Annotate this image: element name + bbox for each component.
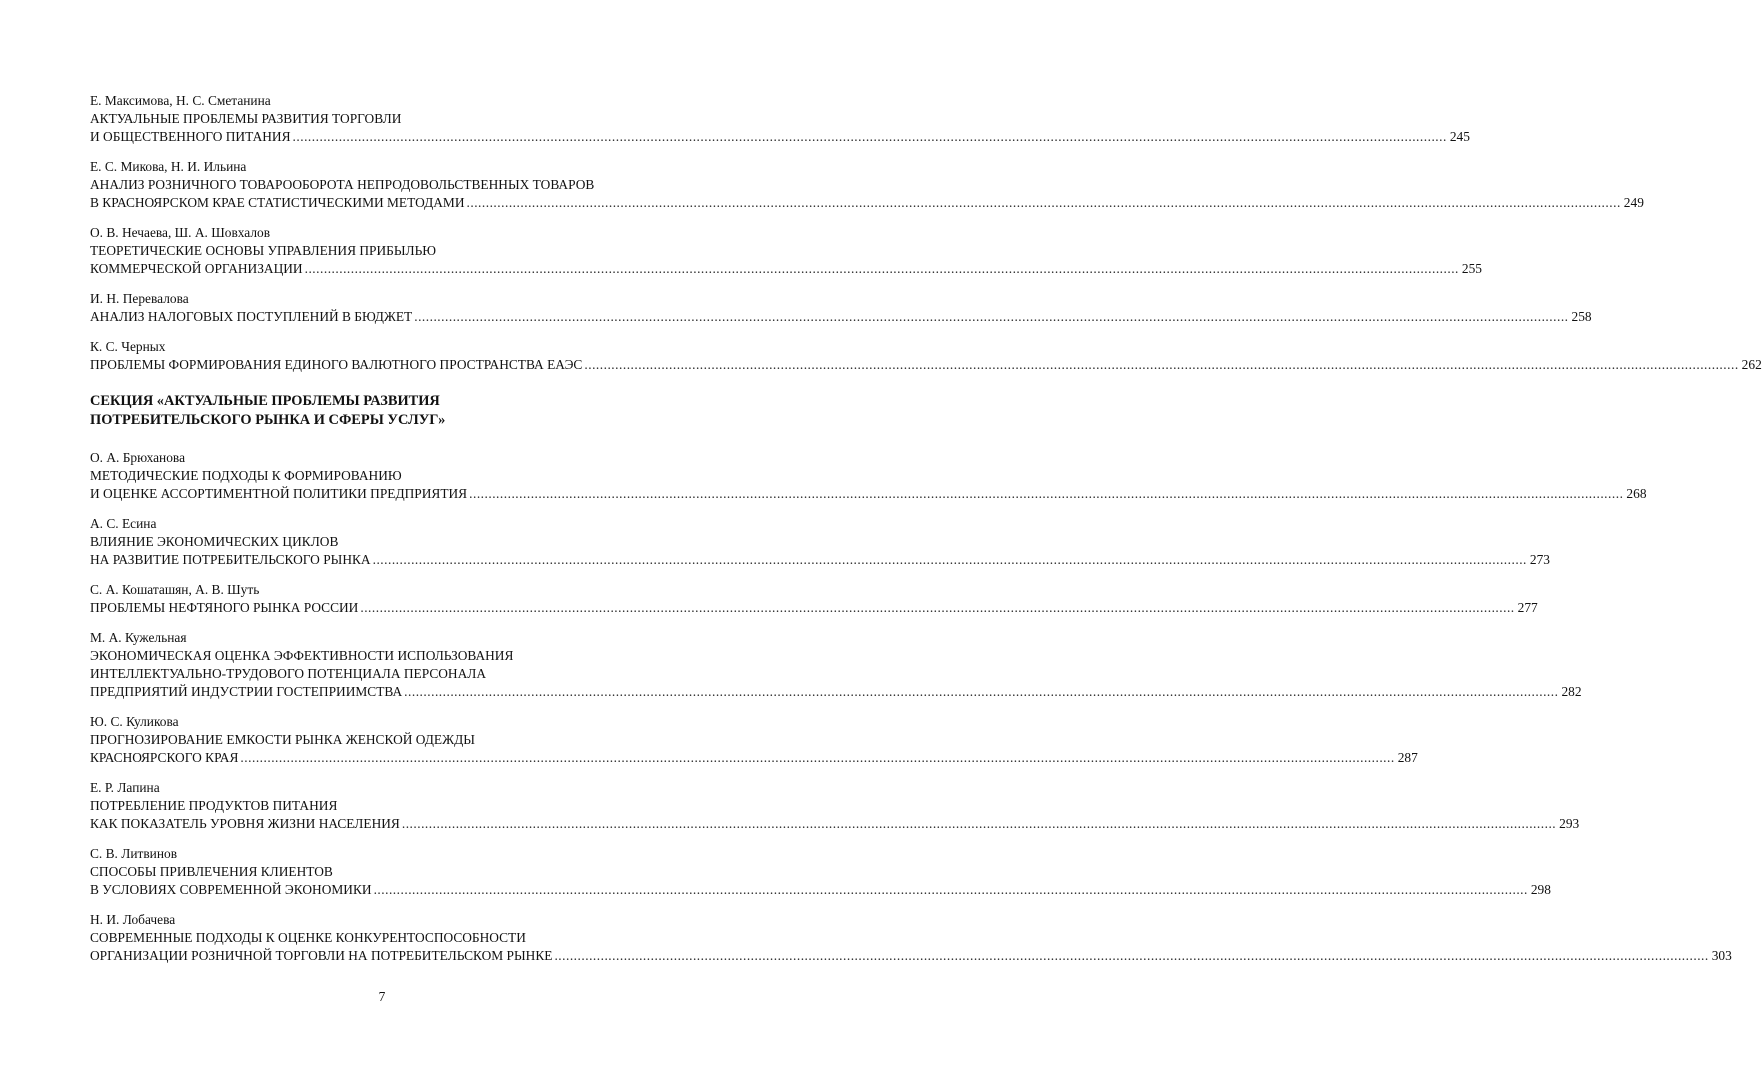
page-number: 7 (378, 989, 386, 1004)
toc-entry-last-line (90, 308, 1592, 326)
toc-entry-author: Ю. С. Куликова (90, 714, 179, 729)
dot-leader: ............................................................................................................................................................................................................................................................................................................ (360, 600, 1515, 615)
toc-entry-page-number: 287 (1397, 750, 1418, 765)
toc-entry-last-line (90, 881, 1551, 899)
toc-entry-page-number: 268 (1626, 486, 1647, 501)
toc-entry (90, 158, 1644, 212)
dot-leader: ............................................................................................................................................................................................................................................................................................................ (466, 195, 1621, 210)
dot-leader: ............................................................................................................................................................................................................................................................................................................ (469, 486, 1624, 501)
toc-entry-page-number: 273 (1529, 552, 1550, 567)
dot-leader: ............................................................................................................................................................................................................................................................................................................ (240, 750, 1395, 765)
toc-entry-author: К. С. Черных (90, 339, 166, 354)
toc-entry (90, 290, 1592, 326)
toc-entry-title-line: ПРОБЛЕМЫ НЕФТЯНОГО РЫНКА РОССИИ (90, 600, 359, 615)
toc-entry-title-line: АНАЛИЗ РОЗНИЧНОГО ТОВАРООБОРОТА НЕПРОДОВОЛЬСТВЕННЫХ ТОВАРОВ (90, 177, 595, 192)
toc-entries-top (90, 92, 1762, 374)
toc-entry-title-line: ПРОБЛЕМЫ ФОРМИРОВАНИЯ ЕДИНОГО ВАЛЮТНОГО ПРОСТРАНСТВА ЕАЭС (90, 357, 583, 372)
toc-entry-author: Е. Р. Лапина (90, 780, 160, 795)
toc-entry-author: Е. Максимова, Н. С. Сметанина (90, 93, 271, 108)
section-heading (90, 392, 672, 430)
toc-entry-page-number: 249 (1623, 195, 1644, 210)
toc-entry (90, 515, 1550, 569)
toc-entry-title-line: ОРГАНИЗАЦИИ РОЗНИЧНОЙ ТОРГОВЛИ НА ПОТРЕБИТЕЛЬСКОМ РЫНКЕ (90, 948, 553, 963)
toc-entry-last-line (90, 599, 1538, 617)
toc-entry-title-line: КОММЕРЧЕСКОЙ ОРГАНИЗАЦИИ (90, 261, 303, 276)
dot-leader: ............................................................................................................................................................................................................................................................................................................ (584, 357, 1739, 372)
toc-entry-title-line: ИНТЕЛЛЕКТУАЛЬНО-ТРУДОВОГО ПОТЕНЦИАЛА ПЕРСОНАЛА (90, 666, 487, 681)
toc-entry-title-line: В УСЛОВИЯХ СОВРЕМЕННОЙ ЭКОНОМИКИ (90, 882, 372, 897)
toc-entry-title-line: И ОБЩЕСТВЕННОГО ПИТАНИЯ (90, 129, 291, 144)
toc-entry (90, 338, 1762, 374)
toc-entry-author: Н. И. Лобачева (90, 912, 176, 927)
toc-entry (90, 224, 1482, 278)
toc-entry-page-number: 303 (1711, 948, 1732, 963)
toc-entry-page-number: 293 (1559, 816, 1580, 831)
toc-entry-author: О. А. Брюханова (90, 450, 186, 465)
toc-entry-page-number: 282 (1561, 684, 1582, 699)
toc-entry-title-line: КРАСНОЯРСКОГО КРАЯ (90, 750, 239, 765)
toc-entry (90, 779, 1580, 833)
toc-entry-last-line (90, 356, 1762, 374)
toc-entry-author: О. В. Нечаева, Ш. А. Шовхалов (90, 225, 271, 240)
table-of-contents (90, 92, 1762, 977)
toc-entry-title-line: ПРЕДПРИЯТИЙ ИНДУСТРИИ ГОСТЕПРИИМСТВА (90, 684, 403, 699)
toc-entry (90, 629, 1582, 701)
toc-entry (90, 92, 1470, 146)
toc-entry-author: А. С. Есина (90, 516, 157, 531)
toc-entry-page-number: 298 (1530, 882, 1551, 897)
dot-leader: ............................................................................................................................................................................................................................................................................................................ (304, 261, 1459, 276)
toc-entry-title-line: ТЕОРЕТИЧЕСКИЕ ОСНОВЫ УПРАВЛЕНИЯ ПРИБЫЛЬЮ (90, 243, 437, 258)
toc-entry-title-line: И ОЦЕНКЕ АССОРТИМЕНТНОЙ ПОЛИТИКИ ПРЕДПРИЯТИЯ (90, 486, 468, 501)
toc-entry-page-number: 262 (1741, 357, 1762, 372)
toc-entry-page-number: 258 (1571, 309, 1592, 324)
toc-entry-title-line: АНАЛИЗ НАЛОГОВЫХ ПОСТУПЛЕНИЙ В БЮДЖЕТ (90, 309, 413, 324)
toc-entry-title-line: СОВРЕМЕННЫЕ ПОДХОДЫ К ОЦЕНКЕ КОНКУРЕНТОСПОСОБНОСТИ (90, 930, 526, 945)
dot-leader: ............................................................................................................................................................................................................................................................................................................ (401, 816, 1557, 831)
dot-leader: ............................................................................................................................................................................................................................................................................................................ (372, 552, 1527, 567)
section-heading-line-2: ПОТРЕБИТЕЛЬСКОГО РЫНКА И СФЕРЫ УСЛУГ» (90, 412, 446, 428)
toc-entry-author: И. Н. Перевалова (90, 291, 189, 306)
toc-entry-last-line (90, 947, 1732, 965)
toc-entry-title-line: ВЛИЯНИЕ ЭКОНОМИЧЕСКИХ ЦИКЛОВ (90, 534, 339, 549)
toc-entry (90, 911, 1732, 965)
toc-entry-author: С. В. Литвинов (90, 846, 178, 861)
toc-entry-title-line: В КРАСНОЯРСКОМ КРАЕ СТАТИСТИЧЕСКИМИ МЕТОДАМИ (90, 195, 465, 210)
toc-entry (90, 713, 1418, 767)
toc-entry-last-line (90, 194, 1644, 212)
toc-entry (90, 449, 1647, 503)
toc-entry-page-number: 277 (1517, 600, 1538, 615)
dot-leader: ............................................................................................................................................................................................................................................................................................................ (292, 129, 1447, 144)
toc-entry-title-line: АКТУАЛЬНЫЕ ПРОБЛЕМЫ РАЗВИТИЯ ТОРГОВЛИ (90, 111, 402, 126)
toc-entry-page-number: 245 (1449, 129, 1470, 144)
toc-entry-title-line: ЭКОНОМИЧЕСКАЯ ОЦЕНКА ЭФФЕКТИВНОСТИ ИСПОЛЬЗОВАНИЯ (90, 648, 514, 663)
toc-entry-title-line: НА РАЗВИТИЕ ПОТРЕБИТЕЛЬСКОГО РЫНКА (90, 552, 371, 567)
dot-leader: ............................................................................................................................................................................................................................................................................................................ (554, 948, 1709, 963)
toc-entry-page-number: 255 (1461, 261, 1482, 276)
toc-entry-last-line (90, 683, 1582, 701)
toc-entry-title-line: КАК ПОКАЗАТЕЛЬ УРОВНЯ ЖИЗНИ НАСЕЛЕНИЯ (90, 816, 400, 831)
toc-entry-author: М. А. Кужельная (90, 630, 187, 645)
toc-entry-title-line: МЕТОДИЧЕСКИЕ ПОДХОДЫ К ФОРМИРОВАНИЮ (90, 468, 402, 483)
toc-entry-last-line (90, 260, 1482, 278)
toc-entry-last-line (90, 551, 1550, 569)
dot-leader: ............................................................................................................................................................................................................................................................................................................ (404, 684, 1559, 699)
toc-entry-title-line: СПОСОБЫ ПРИВЛЕЧЕНИЯ КЛИЕНТОВ (90, 864, 333, 879)
toc-entry-last-line (90, 749, 1418, 767)
toc-entry-title-line: ПРОГНОЗИРОВАНИЕ ЕМКОСТИ РЫНКА ЖЕНСКОЙ ОДЕЖДЫ (90, 732, 475, 747)
toc-entry-title-line: ПОТРЕБЛЕНИЕ ПРОДУКТОВ ПИТАНИЯ (90, 798, 338, 813)
toc-entry-author: Е. С. Микова, Н. И. Ильина (90, 159, 247, 174)
toc-entry-last-line (90, 485, 1647, 503)
toc-entry (90, 581, 1538, 617)
section-heading-line-1: СЕКЦИЯ «АКТУАЛЬНЫЕ ПРОБЛЕМЫ РАЗВИТИЯ (90, 393, 440, 409)
toc-entry-last-line (90, 128, 1470, 146)
toc-entry-author: С. А. Кошаташян, А. В. Шуть (90, 582, 260, 597)
dot-leader: ............................................................................................................................................................................................................................................................................................................ (414, 309, 1569, 324)
toc-entries-section (90, 449, 1732, 965)
toc-entry (90, 845, 1551, 899)
dot-leader: ............................................................................................................................................................................................................................................................................................................ (373, 882, 1528, 897)
toc-entry-last-line (90, 815, 1580, 833)
